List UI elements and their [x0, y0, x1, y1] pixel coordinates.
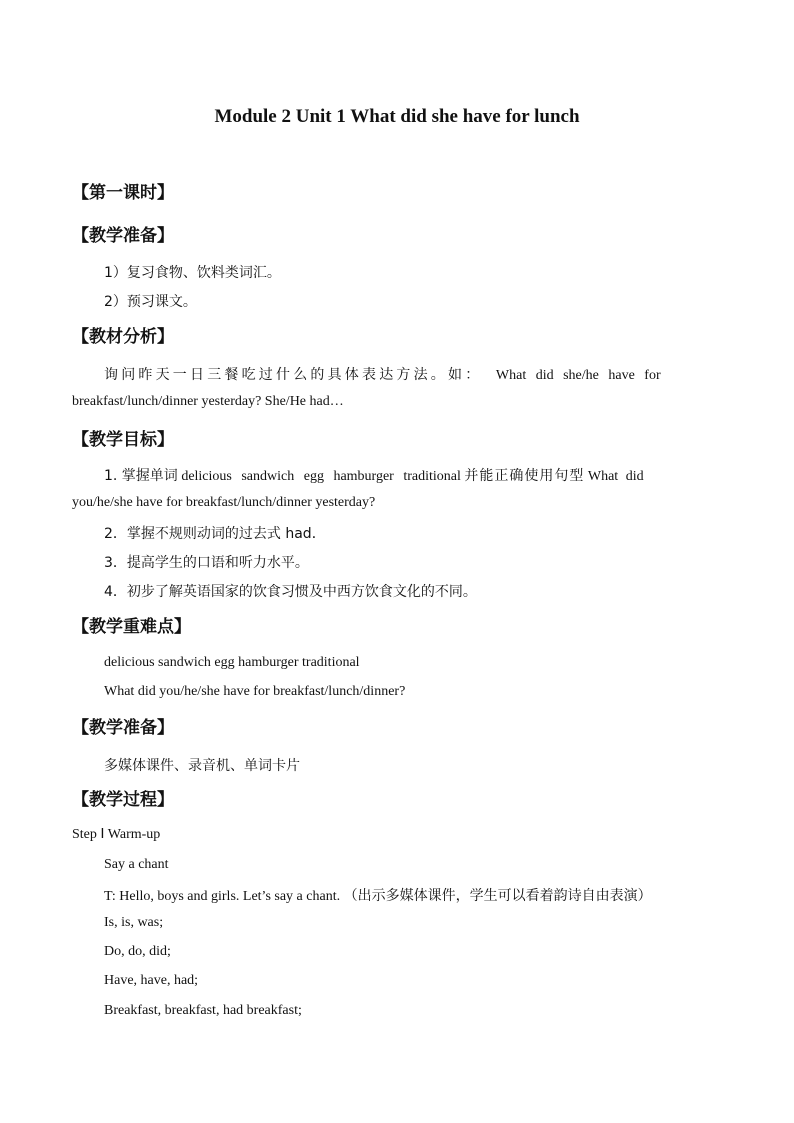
chant-line-4: Breakfast, breakfast, had breakfast;: [104, 1003, 302, 1018]
heading-keypoints: 【教学重难点】: [72, 617, 191, 637]
analysis-cn-text: 询问昨天一日三餐吃过什么的具体表达方法。如：: [104, 367, 483, 383]
heading-preparation-2: 【教学准备】: [72, 718, 174, 738]
document-title: Module 2 Unit 1 What did she have for lunch: [214, 106, 580, 127]
prep-item-2: 2）预习课文。: [104, 294, 197, 310]
goal-1-pattern: What did: [587, 469, 644, 484]
heading-goals: 【教学目标】: [72, 430, 174, 450]
step-1-title: Step Ⅰ Warm-up: [72, 827, 161, 842]
goal-1-line-2: you/he/she have for breakfast/lunch/dinner yesterday?: [72, 495, 376, 510]
goal-1-words: delicious sandwich egg hamburger traditional: [181, 469, 461, 484]
heading-process: 【教学过程】: [72, 790, 174, 810]
goal-1-cn: 并能正确使用句型: [464, 468, 585, 484]
chant-line-1: Is, is, was;: [104, 915, 164, 930]
chant-line-2: Do, do, did;: [104, 944, 171, 959]
teacher-line: T: Hello, boys and girls. Let’s say a chant. （出示多媒体课件，学生可以看着韵诗自由表演）: [104, 889, 652, 904]
keypoint-2: What did you/he/she have for breakfast/lunch/dinner?: [104, 684, 406, 699]
heading-lesson: 【第一课时】: [72, 183, 174, 203]
goal-1-num: 1. 掌握单词: [104, 468, 178, 484]
prep2-item: 多媒体课件、录音机、单词卡片: [104, 758, 300, 774]
heading-analysis: 【教材分析】: [72, 327, 174, 347]
heading-preparation: 【教学准备】: [72, 226, 174, 246]
goal-3: 3．提高学生的口语和听力水平。: [104, 555, 309, 571]
analysis-en-text: What did she/he have for: [495, 368, 661, 383]
goal-1-line-1: [104, 465, 644, 485]
goal-2: 2．掌握不规则动词的过去式 had．: [104, 526, 326, 542]
goal-4: 4．初步了解英语国家的饮食习惯及中西方饮食文化的不同。: [104, 584, 477, 600]
keypoint-1: delicious sandwich egg hamburger traditional: [104, 655, 360, 670]
say-chant: Say a chant: [104, 857, 169, 872]
prep-item-1: 1）复习食物、饮料类词汇。: [104, 265, 281, 281]
chant-line-3: Have, have, had;: [104, 973, 199, 988]
analysis-line-1: [104, 364, 661, 384]
analysis-line-2: breakfast/lunch/dinner yesterday? She/He had…: [72, 394, 344, 409]
